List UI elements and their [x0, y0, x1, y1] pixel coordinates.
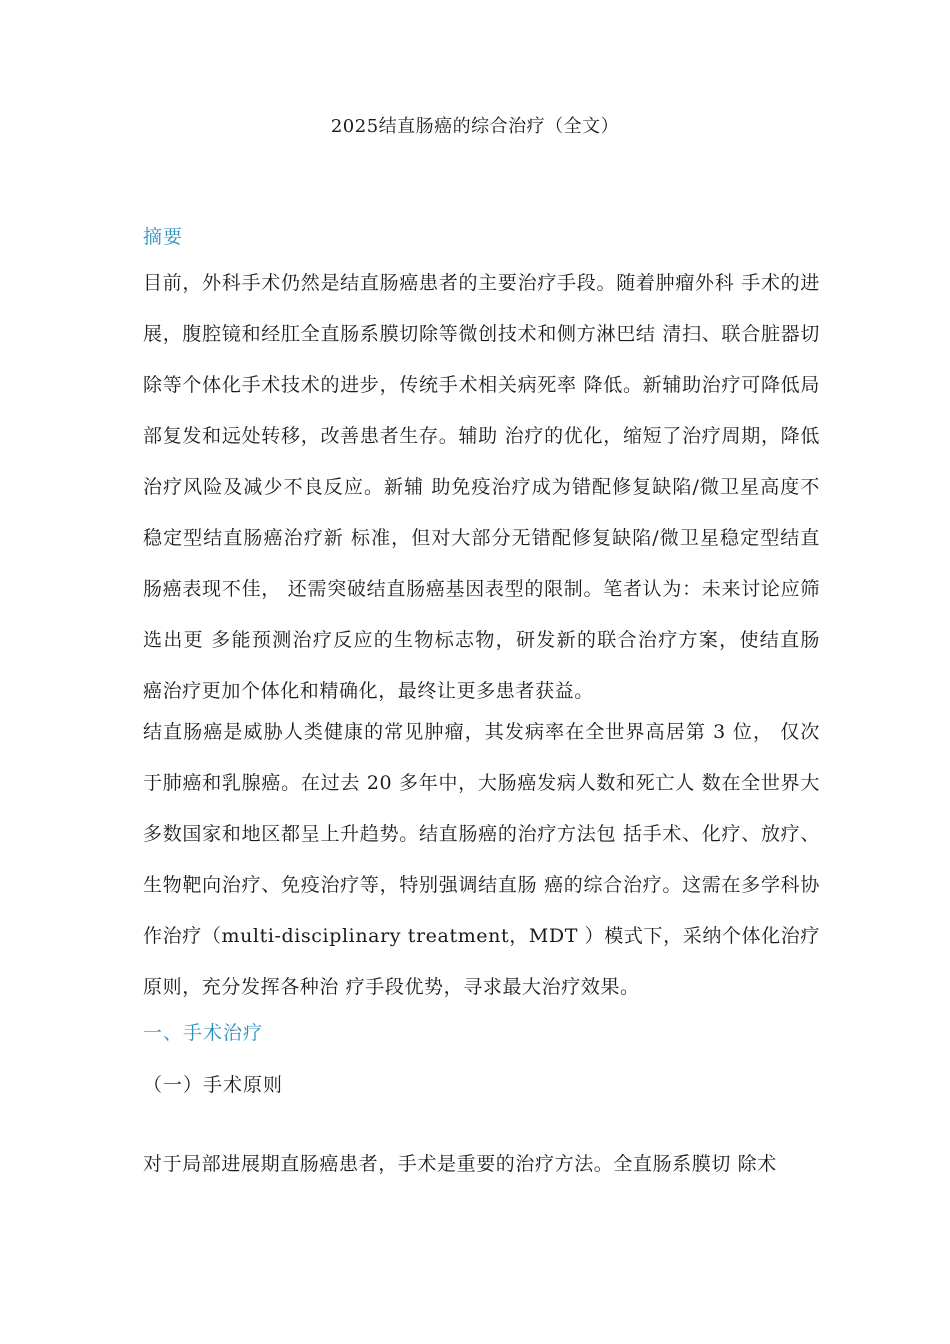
- section-paragraph: 对于局部进展期直肠癌患者，手术是重要的治疗方法。全直肠系膜切 除术: [143, 1153, 777, 1175]
- abstract-paragraph: 目前，外科手术仍然是结直肠癌患者的主要治疗手段。随着肿瘤外科 手术的进展，腹腔镜和经肛全直肠系膜切除等微创技术和侧方淋巴结 清扫、联合脏器切除等个体化手术技术的进步，传统手术相关病死率 降低。新辅助治疗可降低局部复发和远处转移，改善患者生存。辅助 治疗的优化，缩短了治疗周期，降低治疗风险及减少不良反应。新辅 助免疫治疗成为错配修复缺陷/微卫星高度不稳定型结直肠癌治疗新 标准，但对大部分无错配修复缺陷/微卫星稳定型结直肠癌表现不佳， 还需突破结直肠癌基因表型的限制。笔者认为：未来讨论应筛选出更 多能预测治疗反应的生物标志物，研发新的联合治疗方案，使结直肠 癌治疗更加个体化和精确化，最终让更多患者获益。: [143, 272, 820, 702]
- document-title: 2025结直肠癌的综合治疗（全文）: [330, 116, 620, 137]
- subsection-heading-principles: （一）手术原则: [143, 1074, 284, 1096]
- abstract-heading: 摘要: [143, 226, 184, 248]
- section-heading-surgery: 一、手术治疗: [143, 1022, 264, 1044]
- intro-paragraph: 结直肠癌是威胁人类健康的常见肿瘤，其发病率在全世界高居第 3 位， 仅次于肺癌和乳腺癌。在过去 20 多年中，大肠癌发病人数和死亡人 数在全世界大多数国家和地区都呈上升趋势。结直肠癌的治疗方法包 括手术、化疗、放疗、生物靶向治疗、免疫治疗等，特别强调结直肠 癌的综合治疗。这需在多学科协作治疗（multi-disciplinary treatment，MDT ）模式下，采纳个体化治疗原则，充分发挥各种治 疗手段优势，寻求最大治疗效果。: [143, 721, 820, 998]
